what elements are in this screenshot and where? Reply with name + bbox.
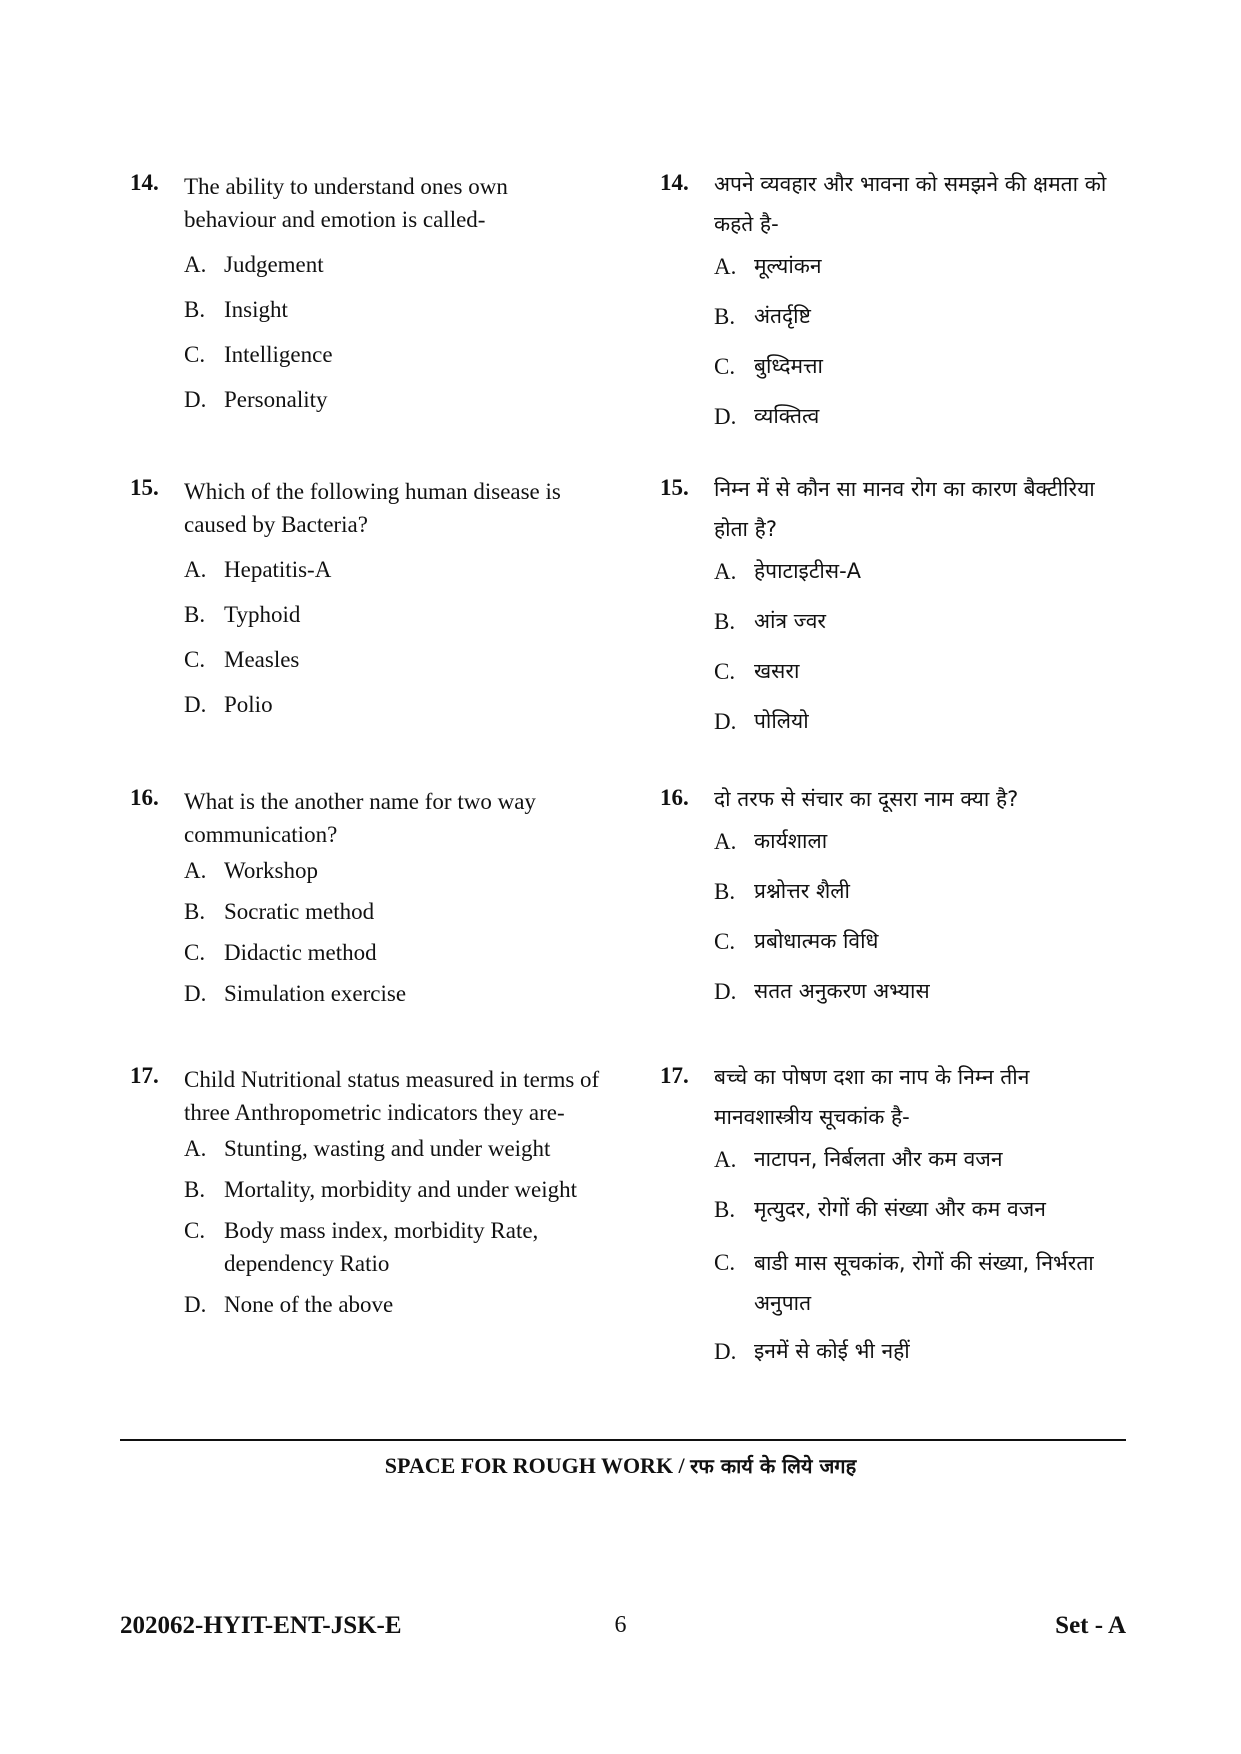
option-c: C. Intelligence — [184, 342, 333, 367]
question-15-en — [130, 475, 600, 721]
question-number: 17. — [660, 1063, 689, 1088]
option-a: A. Stunting, wasting and under weight — [184, 1136, 551, 1161]
option-c: C. Measles — [184, 647, 300, 672]
option-b: B. Socratic method — [184, 899, 375, 924]
question-number: 16. — [130, 785, 159, 810]
question-16-hi — [660, 785, 1130, 1008]
option-a: A. मूल्यांकन — [714, 254, 822, 279]
option-d: D. None of the above — [184, 1292, 394, 1317]
question-17-en — [130, 1063, 600, 1321]
option-b: B. आंत्र ज्वर — [714, 609, 827, 634]
option-d: D. इनमें से कोई भी नहीं — [714, 1339, 910, 1364]
option-c: C. Didactic method — [184, 940, 377, 965]
option-a: A. Hepatitis-A — [184, 557, 332, 582]
question-text: दो तरफ से संचार का दूसरा नाम क्या है? — [714, 787, 1019, 811]
option-a: A. कार्यशाला — [714, 829, 828, 854]
page-number: 6 — [614, 1612, 627, 1638]
option-b: B. अंतर्दृष्टि — [714, 304, 811, 329]
question-text: Which of the following human disease is caused by Bacteria? — [184, 479, 561, 537]
question-text: The ability to understand ones own behaviour and emotion is called- — [184, 174, 508, 232]
question-number: 15. — [660, 475, 689, 500]
question-number: 15. — [130, 475, 159, 500]
option-b: B. Insight — [184, 297, 288, 322]
option-a: A. Judgement — [184, 252, 324, 277]
option-c: C. Body mass index, morbidity Rate, dependency Ratio — [184, 1218, 539, 1276]
set-label: Set - A — [1055, 1612, 1126, 1639]
question-16-en — [130, 785, 600, 1010]
option-a: A. नाटापन, निर्बलता और कम वजन — [714, 1147, 1003, 1172]
option-c: C. प्रबोधात्मक विधि — [714, 929, 879, 954]
question-number: 14. — [130, 170, 159, 195]
question-number: 16. — [660, 785, 689, 810]
option-b: B. प्रश्नोत्तर शैली — [714, 879, 850, 904]
question-17-hi — [660, 1063, 1130, 1368]
paper-code: 202062-HYIT-ENT-JSK-E — [120, 1612, 402, 1639]
question-number: 17. — [130, 1063, 159, 1088]
option-b: B. मृत्युदर, रोगों की संख्या और कम वजन — [714, 1197, 1046, 1222]
question-14-hi — [660, 170, 1130, 433]
option-c: C. खसरा — [714, 659, 800, 684]
question-text: What is the another name for two way communication? — [184, 789, 536, 847]
option-d: D. पोलियो — [714, 709, 809, 734]
option-d: D. सतत अनुकरण अभ्यास — [714, 979, 930, 1004]
question-number: 14. — [660, 170, 689, 195]
question-text: निम्न में से कौन सा मानव रोग का कारण बैक्टीरिया होता है? — [714, 477, 1095, 541]
option-d: D. Personality — [184, 387, 328, 412]
option-b: B. Typhoid — [184, 602, 301, 627]
option-c: C. बुध्दिमत्ता — [714, 354, 823, 379]
question-text: बच्चे का पोषण दशा का नाप के निम्न तीन मानवशास्त्रीय सूचकांक है- — [714, 1065, 1030, 1129]
option-a: A. हेपाटाइटीस-A — [714, 559, 862, 584]
option-d: D. Simulation exercise — [184, 981, 407, 1006]
question-14-en — [130, 170, 600, 416]
option-b: B. Mortality, morbidity and under weight — [184, 1177, 578, 1202]
option-a: A. Workshop — [184, 858, 318, 883]
question-text: Child Nutritional status measured in terms of three Anthropometric indicators they are- — [184, 1067, 600, 1125]
rough-work-label: SPACE FOR ROUGH WORK / रफ कार्य के लिये जगह — [384, 1453, 857, 1478]
question-text: अपने व्यवहार और भावना को समझने की क्षमता को कहते है- — [714, 172, 1107, 236]
option-d: D. Polio — [184, 692, 273, 717]
question-15-hi — [660, 475, 1130, 738]
option-c: C. बाडी मास सूचकांक, रोगों की संख्या, निर्भरता अनुपात — [714, 1250, 1094, 1315]
option-d: D. व्यक्तित्व — [714, 404, 820, 429]
divider-line — [120, 1439, 1126, 1441]
